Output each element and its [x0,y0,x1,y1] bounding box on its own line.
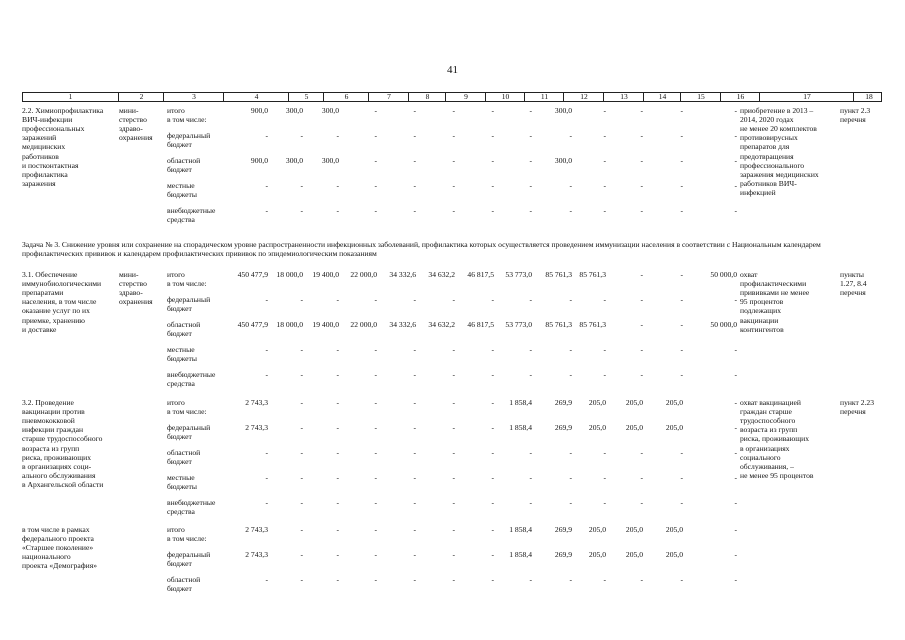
s31-name: 3.1. Обеспечение иммунобиологическими препаратами населения, в том числе оказание услуг по их приемке, хранению и доставке [22,270,102,334]
value-cell: - [336,473,339,482]
value-cell: - [734,106,737,115]
funding-source-label: итого в том числе: [167,270,207,289]
value-cell: - [680,575,683,584]
funding-source-label: местные бюджеты [167,473,197,492]
funding-source-label: областной бюджет [167,156,201,175]
value-cell: - [734,181,737,190]
value-cell: - [265,131,268,140]
value-cell: - [569,448,572,457]
value-cell: 1 858,4 [509,525,532,534]
value-cell: - [452,398,455,407]
value-cell: 50 000,0 [710,270,737,279]
value-cell: - [413,473,416,482]
value-cell: 85 761,3 [579,270,606,279]
value-cell: 34 632,2 [428,270,455,279]
value-cell: - [734,498,737,507]
value-cell: - [413,181,416,190]
s31-executor: мини- стерство здраво- охранения [119,270,153,307]
value-cell: - [374,181,377,190]
value-cell: - [300,181,303,190]
funding-source-label: федеральный бюджет [167,550,211,569]
value-cell: 300,0 [285,156,303,165]
value-cell: - [452,345,455,354]
value-cell: 205,0 [665,525,683,534]
value-cell: - [413,156,416,165]
value-cell: - [680,106,683,115]
value-cell: - [734,206,737,215]
value-cell: - [680,320,683,329]
value-cell: - [734,370,737,379]
value-cell: - [491,181,494,190]
value-cell: 300,0 [554,156,572,165]
funding-source-label: федеральный бюджет [167,423,211,442]
value-cell: 205,0 [625,398,643,407]
s22-reference: пункт 2.3 перечня [840,106,871,125]
value-cell: - [265,473,268,482]
value-cell: - [640,320,643,329]
value-cell: - [374,295,377,304]
s31-result: охват профилактическими прививками не менее 95 процентов подлежащих вакцинации контингентов [740,270,810,334]
value-cell: - [734,525,737,534]
value-cell: - [452,206,455,215]
value-cell: - [413,370,416,379]
value-cell: - [336,498,339,507]
value-cell: - [336,295,339,304]
value-cell: 50 000,0 [710,320,737,329]
value-cell: - [265,345,268,354]
value-cell: - [491,295,494,304]
value-cell: - [680,370,683,379]
header-col-14: 14 [643,93,681,101]
s22-result: приобретение в 2013 – 2014, 2020 годах не менее 20 комплектов противовирусных препаратов для предотвращения профессионального заражения медицинских работников ВИЧ- инфекцией [740,106,819,197]
value-cell: 450 477,9 [237,320,268,329]
value-cell: - [452,181,455,190]
value-cell: - [413,448,416,457]
value-cell: - [265,370,268,379]
value-cell: - [491,575,494,584]
value-cell: - [336,575,339,584]
value-cell: - [569,473,572,482]
value-cell: 205,0 [665,423,683,432]
s32-result: охват вакцинацией граждан старше трудоспособного возраста из групп риска, проживающих в организациях социального обслуживания, – не менее 95 процентов [740,398,814,480]
value-cell: - [413,525,416,534]
value-cell: - [413,345,416,354]
value-cell: 22 000,0 [350,320,377,329]
value-cell: - [491,106,494,115]
value-cell: - [374,498,377,507]
value-cell: - [529,295,532,304]
value-cell: - [300,206,303,215]
column-number-header [22,92,882,102]
value-cell: - [491,345,494,354]
value-cell: - [734,398,737,407]
value-cell: - [336,525,339,534]
value-cell: - [734,575,737,584]
value-cell: - [300,370,303,379]
value-cell: - [336,370,339,379]
value-cell: - [413,423,416,432]
value-cell: - [413,575,416,584]
value-cell: - [374,345,377,354]
value-cell: - [569,370,572,379]
header-col-1: 1 [68,92,73,101]
value-cell: - [734,156,737,165]
value-cell: - [529,181,532,190]
value-cell: 2 743,3 [245,423,268,432]
value-cell: - [413,498,416,507]
s32-reference: пункт 2.23 перечня [840,398,875,417]
value-cell: 34 632,2 [428,320,455,329]
value-cell: - [300,498,303,507]
value-cell: - [265,448,268,457]
value-cell: - [452,370,455,379]
value-cell: - [374,156,377,165]
value-cell: 269,9 [554,398,572,407]
value-cell: - [491,448,494,457]
value-cell: 269,9 [554,423,572,432]
value-cell: - [529,206,532,215]
value-cell: - [413,206,416,215]
value-cell: 900,0 [250,156,268,165]
value-cell: - [529,448,532,457]
header-col-5: 5 [288,93,324,101]
value-cell: - [336,398,339,407]
value-cell: - [452,156,455,165]
value-cell: - [374,550,377,559]
value-cell: - [640,575,643,584]
value-cell: - [640,206,643,215]
value-cell: - [680,473,683,482]
value-cell: 205,0 [665,550,683,559]
value-cell: - [603,106,606,115]
value-cell: - [640,370,643,379]
value-cell: - [374,448,377,457]
value-cell: - [734,295,737,304]
value-cell: - [680,498,683,507]
value-cell: 18 000,0 [276,320,303,329]
value-cell: - [300,448,303,457]
value-cell: - [529,156,532,165]
value-cell: - [413,550,416,559]
funding-source-label: местные бюджеты [167,181,197,200]
value-cell: - [413,131,416,140]
value-cell: 300,0 [321,156,339,165]
value-cell: 900,0 [250,106,268,115]
funding-source-label: областной бюджет [167,320,201,339]
value-cell: - [640,473,643,482]
value-cell: - [374,575,377,584]
value-cell: - [452,575,455,584]
value-cell: - [452,473,455,482]
value-cell: - [374,370,377,379]
funding-source-label: итого в том числе: [167,106,207,125]
value-cell: - [265,206,268,215]
value-cell: - [569,575,572,584]
value-cell: 205,0 [588,525,606,534]
value-cell: - [491,525,494,534]
value-cell: - [603,575,606,584]
task-3-heading: Задача № 3. Снижение уровня или сохранение на спорадическом уровне распространенности инфекционных заболеваний, профилактика которых осуществляется проведением иммунизации населения в соответствии с Национальным календарем профилактических прививок и календарем профилактических прививок по эпидемиологическим показаниям [22,240,821,259]
value-cell: - [491,131,494,140]
value-cell: - [734,131,737,140]
value-cell: - [452,106,455,115]
value-cell: 1 858,4 [509,398,532,407]
header-col-17: 17 [759,93,854,101]
value-cell: 1 858,4 [509,550,532,559]
header-col-9: 9 [445,93,486,101]
value-cell: 34 332,6 [389,270,416,279]
value-cell: - [374,131,377,140]
value-cell: - [265,295,268,304]
value-cell: - [603,156,606,165]
value-cell: - [569,181,572,190]
value-cell: - [569,295,572,304]
value-cell: - [603,345,606,354]
header-col-13: 13 [603,93,644,101]
value-cell: - [452,498,455,507]
value-cell: - [336,423,339,432]
value-cell: - [640,498,643,507]
value-cell: - [734,473,737,482]
value-cell: - [300,575,303,584]
value-cell: - [452,295,455,304]
value-cell: - [300,525,303,534]
value-cell: 269,9 [554,550,572,559]
value-cell: - [452,131,455,140]
value-cell: - [300,295,303,304]
funding-source-label: итого в том числе: [167,525,207,544]
value-cell: - [336,131,339,140]
value-cell: 205,0 [625,423,643,432]
value-cell: - [413,295,416,304]
header-col-16: 16 [720,93,760,101]
value-cell: 53 773,0 [505,270,532,279]
value-cell: 34 332,6 [389,320,416,329]
value-cell: - [336,345,339,354]
value-cell: - [569,345,572,354]
value-cell: - [569,498,572,507]
value-cell: 205,0 [665,398,683,407]
value-cell: - [603,370,606,379]
value-cell: - [336,181,339,190]
value-cell: 19 400,0 [312,270,339,279]
funding-source-label: областной бюджет [167,575,201,594]
value-cell: - [452,550,455,559]
value-cell: - [680,156,683,165]
value-cell: - [491,206,494,215]
funding-source-label: федеральный бюджет [167,295,211,314]
value-cell: - [336,206,339,215]
value-cell: - [680,131,683,140]
value-cell: - [413,398,416,407]
value-cell: - [529,575,532,584]
value-cell: 205,0 [588,423,606,432]
value-cell: - [265,181,268,190]
value-cell: 2 743,3 [245,398,268,407]
value-cell: - [374,398,377,407]
value-cell: 85 761,3 [579,320,606,329]
value-cell: - [734,423,737,432]
value-cell: - [265,498,268,507]
s31-reference: пункты 1.27, 8.4 перечня [840,270,867,298]
value-cell: 205,0 [625,550,643,559]
funding-source-label: итого в том числе: [167,398,207,417]
value-cell: - [300,550,303,559]
value-cell: - [374,423,377,432]
s22-name: 2.2. Химиопрофилактика ВИЧ-инфекции профессиональных заражений медицинских работников и постконтактная профилактика заражения [22,106,104,188]
funding-source-label: внебюджетные средства [167,498,216,517]
value-cell: - [452,423,455,432]
value-cell: - [491,398,494,407]
value-cell: - [603,295,606,304]
value-cell: - [569,131,572,140]
funding-source-label: областной бюджет [167,448,201,467]
value-cell: - [640,181,643,190]
value-cell: 2 743,3 [245,550,268,559]
header-col-4: 4 [223,93,289,101]
header-col-11: 11 [524,93,564,101]
value-cell: - [603,473,606,482]
value-cell: 2 743,3 [245,525,268,534]
value-cell: - [491,423,494,432]
value-cell: - [452,525,455,534]
funding-source-label: местные бюджеты [167,345,197,364]
value-cell: 300,0 [285,106,303,115]
value-cell: - [734,550,737,559]
value-cell: - [734,345,737,354]
value-cell: - [603,498,606,507]
header-col-12: 12 [563,93,604,101]
value-cell: - [491,498,494,507]
value-cell: - [640,156,643,165]
value-cell: - [300,131,303,140]
value-cell: - [491,370,494,379]
value-cell: - [640,270,643,279]
value-cell: - [374,106,377,115]
value-cell: 53 773,0 [505,320,532,329]
header-col-3: 3 [163,93,224,101]
value-cell: - [374,206,377,215]
value-cell: 205,0 [588,398,606,407]
value-cell: - [680,270,683,279]
value-cell: - [640,106,643,115]
value-cell: - [529,106,532,115]
value-cell: 22 000,0 [350,270,377,279]
value-cell: - [491,156,494,165]
value-cell: - [491,473,494,482]
value-cell: - [680,345,683,354]
s32-name: 3.2. Проведение вакцинации против пневмококковой инфекции граждан старше трудоспособного возраста из групп риска, проживающих в организациях соци- ального обслуживания в Архангельской области [22,398,104,489]
value-cell: 300,0 [554,106,572,115]
value-cell: - [640,448,643,457]
header-col-6: 6 [323,93,369,101]
page-number: 41 [447,64,458,76]
value-cell: - [640,345,643,354]
value-cell: 205,0 [588,550,606,559]
value-cell: 205,0 [625,525,643,534]
header-col-7: 7 [368,93,409,101]
value-cell: - [265,575,268,584]
value-cell: - [374,473,377,482]
header-col-8: 8 [408,93,446,101]
value-cell: 1 858,4 [509,423,532,432]
value-cell: - [413,106,416,115]
value-cell: 450 477,9 [237,270,268,279]
value-cell: 300,0 [321,106,339,115]
value-cell: - [603,181,606,190]
value-cell: - [300,473,303,482]
value-cell: 269,9 [554,525,572,534]
funding-source-label: внебюджетные средства [167,370,216,389]
value-cell: - [640,131,643,140]
value-cell: 18 000,0 [276,270,303,279]
value-cell: - [603,206,606,215]
value-cell: - [680,181,683,190]
header-col-10: 10 [485,93,525,101]
value-cell: 19 400,0 [312,320,339,329]
value-cell: - [300,423,303,432]
value-cell: 46 817,5 [467,320,494,329]
s32b-name: в том числе в рамках федерального проекта «Старшее поколение» национального проекта «Демография» [22,525,97,571]
value-cell: - [680,206,683,215]
funding-source-label: федеральный бюджет [167,131,211,150]
value-cell: - [734,448,737,457]
value-cell: - [529,131,532,140]
value-cell: - [300,345,303,354]
value-cell: - [374,525,377,534]
value-cell: 85 761,3 [545,320,572,329]
value-cell: - [336,550,339,559]
value-cell: - [491,550,494,559]
value-cell: - [529,473,532,482]
value-cell: - [529,345,532,354]
value-cell: - [680,448,683,457]
header-col-2: 2 [118,93,164,101]
value-cell: - [452,448,455,457]
header-col-15: 15 [680,93,721,101]
value-cell: - [569,206,572,215]
value-cell: 46 817,5 [467,270,494,279]
value-cell: - [603,448,606,457]
value-cell: - [640,295,643,304]
s22-executor: мини- стерство здраво- охранения [119,106,153,143]
value-cell: - [300,398,303,407]
value-cell: - [529,370,532,379]
value-cell: - [603,131,606,140]
header-col-18: 18 [853,93,884,101]
value-cell: - [336,448,339,457]
funding-source-label: внебюджетные средства [167,206,216,225]
value-cell: - [680,295,683,304]
value-cell: - [529,498,532,507]
value-cell: 85 761,3 [545,270,572,279]
